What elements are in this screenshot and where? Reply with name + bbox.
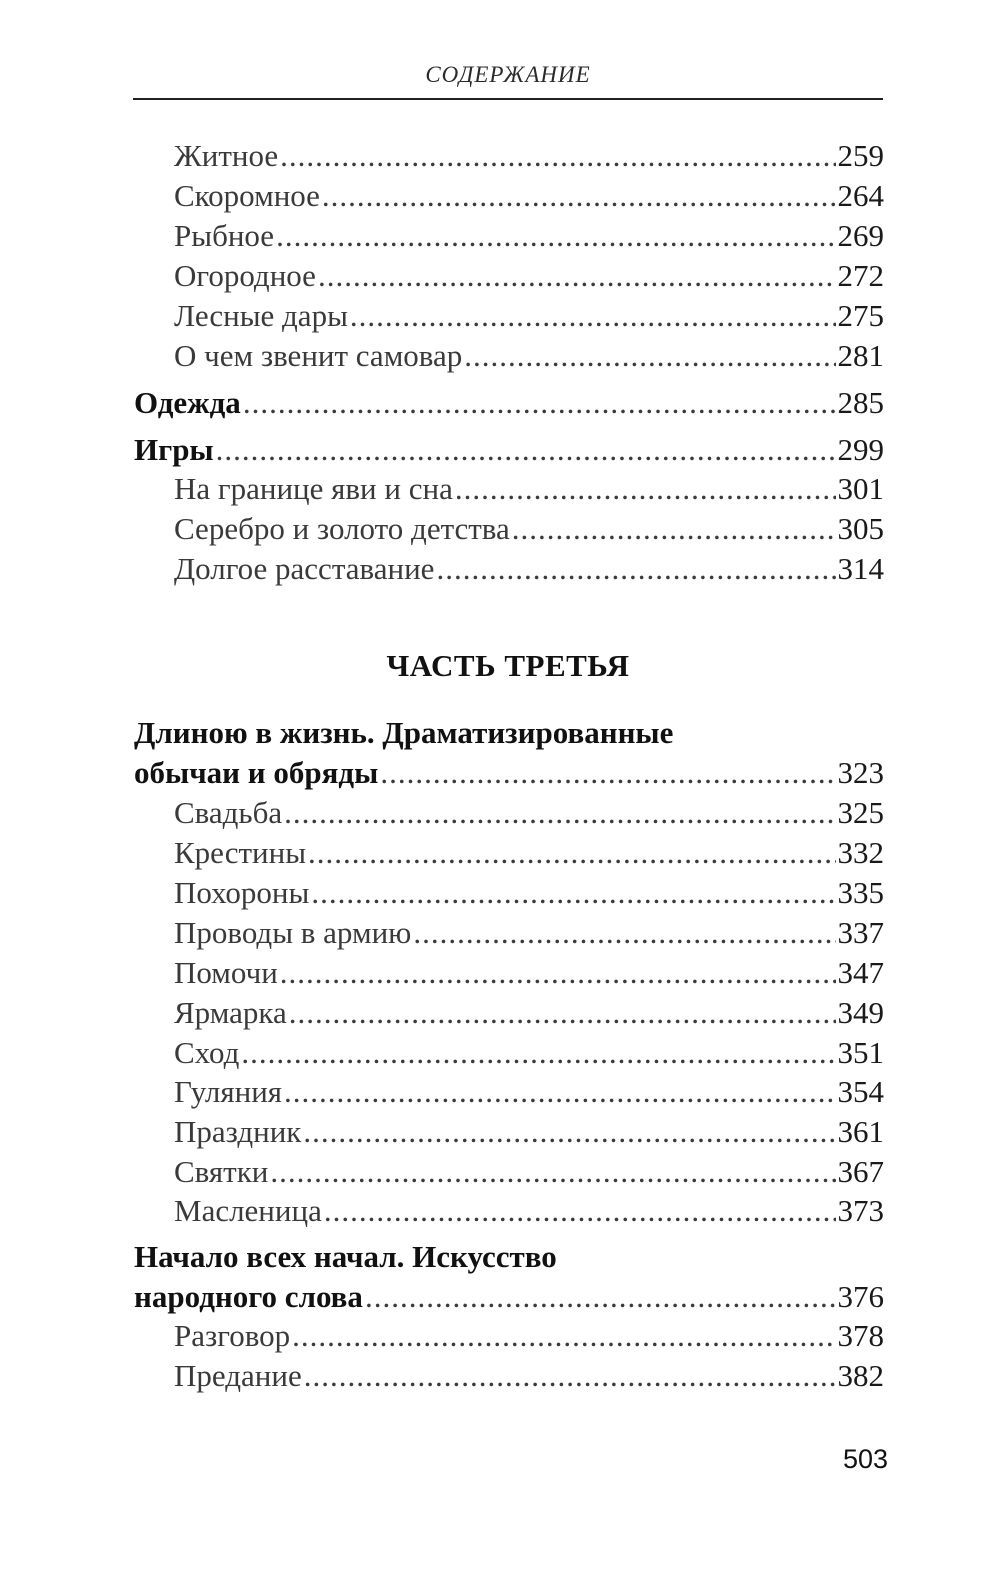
- toc-section-title: Игры: [134, 432, 214, 467]
- toc-entry-page: 269: [837, 218, 884, 253]
- toc-entry-page: 272: [837, 258, 884, 293]
- part-title: ЧАСТЬ ТРЕТЬЯ: [386, 648, 630, 683]
- leader-dots: [280, 953, 836, 993]
- leader-dots: [365, 1277, 836, 1317]
- toc-section-customs: [134, 753, 884, 793]
- toc-entry: [174, 793, 884, 833]
- toc-entry: [174, 136, 884, 176]
- toc-entry-page: 354: [837, 1074, 884, 1109]
- toc-section-clothes: [134, 383, 884, 423]
- toc-entry-title: На границе яви и сна: [174, 471, 453, 506]
- toc-entry-title: Свадьба: [174, 795, 283, 830]
- leader-dots: [241, 1033, 835, 1073]
- toc-entry-title: Праздник: [174, 1114, 302, 1149]
- toc-entry-title: Проводы в армию: [174, 915, 412, 950]
- leader-dots: [380, 753, 835, 793]
- toc-entry-page: 367: [837, 1154, 884, 1189]
- toc-entry: [174, 509, 884, 549]
- toc-entry: [174, 1356, 884, 1396]
- leader-dots: [512, 509, 836, 549]
- toc-entry-page: 325: [837, 795, 884, 830]
- toc-section-title: обычаи и обряды: [134, 755, 379, 790]
- toc-entry-title: Огородное: [174, 258, 316, 293]
- toc-section-title: Одежда: [134, 385, 241, 420]
- toc-entry-page: 335: [837, 875, 884, 910]
- leader-dots: [284, 1072, 835, 1112]
- leader-dots: [304, 1356, 836, 1396]
- toc-entry-title: Масленица: [174, 1193, 322, 1228]
- toc-entry: [174, 1072, 884, 1112]
- toc-entry: [174, 1316, 884, 1356]
- toc-entry-title: Помочи: [174, 955, 278, 990]
- toc-section-page: 323: [837, 755, 884, 790]
- leader-dots: [270, 1152, 835, 1192]
- toc-entry: [174, 176, 884, 216]
- toc-entry-title: Святки: [174, 1154, 269, 1189]
- leader-dots: [436, 549, 835, 589]
- toc-entry: [174, 1152, 884, 1192]
- toc-entry-title: Ярмарка: [174, 995, 287, 1030]
- leader-dots: [292, 1316, 835, 1356]
- toc-entry-title: Похороны: [174, 875, 310, 910]
- toc-section-heading-line: Длиною в жизнь. Драматизированные: [134, 715, 674, 750]
- toc-section-page: 285: [837, 385, 884, 420]
- leader-dots: [413, 913, 835, 953]
- toc-entry-title: Сход: [174, 1035, 240, 1070]
- toc-section-word: [134, 1277, 884, 1317]
- toc-entry: [174, 833, 884, 873]
- toc-section-games: [134, 430, 884, 470]
- toc-entry-title: Житное: [174, 138, 279, 173]
- toc-entry: [174, 1033, 884, 1073]
- toc-entry-title: Рыбное: [174, 218, 275, 253]
- leader-dots: [280, 136, 835, 176]
- toc-entry: [174, 913, 884, 953]
- leader-dots: [276, 216, 835, 256]
- leader-dots: [464, 336, 835, 376]
- toc-section-page: 299: [837, 432, 884, 467]
- toc-entry-page: 332: [837, 835, 884, 870]
- leader-dots: [308, 833, 835, 873]
- toc-entry-title: Лесные дары: [174, 298, 348, 333]
- toc-entry-page: 351: [837, 1035, 884, 1070]
- toc-entry-page: 347: [837, 955, 884, 990]
- toc-entry: [174, 469, 884, 509]
- toc-entry-page: 373: [837, 1193, 884, 1228]
- toc-entry-page: 305: [837, 511, 884, 546]
- toc-entry-title: Разговор: [174, 1318, 291, 1353]
- leader-dots: [350, 296, 836, 336]
- toc-entry: [174, 336, 884, 376]
- toc-entry-title: Предание: [174, 1358, 302, 1393]
- toc-entry-title: Крестины: [174, 835, 307, 870]
- toc-section-page: 376: [837, 1279, 884, 1314]
- leader-dots: [284, 793, 835, 833]
- toc-entry-page: 275: [837, 298, 884, 333]
- toc-entry-title: Серебро и золото детства: [174, 511, 510, 546]
- toc-entry: [174, 1112, 884, 1152]
- toc-entry-title: Скоромное: [174, 178, 320, 213]
- toc-entry: [174, 256, 884, 296]
- toc-entry: [174, 953, 884, 993]
- leader-dots: [216, 430, 836, 470]
- toc-entry: [174, 216, 884, 256]
- toc-entry-title: Гуляния: [174, 1074, 283, 1109]
- page-number: 503: [842, 1444, 888, 1474]
- toc-entry-page: 281: [837, 338, 884, 373]
- toc-entry-title: О чем звенит самовар: [174, 338, 463, 373]
- toc-entry: [174, 993, 884, 1033]
- toc-entry-page: 337: [837, 915, 884, 950]
- toc-entry: [174, 296, 884, 336]
- toc-entry-page: 314: [837, 551, 884, 586]
- toc-section-title: народного слова: [134, 1279, 363, 1314]
- toc-entry-title: Долгое расставание: [174, 551, 435, 586]
- toc-section-heading-line: Начало всех начал. Искусство: [134, 1239, 557, 1274]
- toc-entry-page: 378: [837, 1318, 884, 1353]
- leader-dots: [324, 1191, 836, 1231]
- toc-entry-page: 264: [837, 178, 884, 213]
- leader-dots: [303, 1112, 835, 1152]
- toc-entry: [174, 1191, 884, 1231]
- toc-entry-page: 382: [837, 1358, 884, 1393]
- toc-entry-page: 301: [837, 471, 884, 506]
- toc-entry-page: 259: [837, 138, 884, 173]
- leader-dots: [322, 176, 836, 216]
- leader-dots: [311, 873, 835, 913]
- header-rule: [133, 98, 883, 100]
- toc-entry: [174, 873, 884, 913]
- leader-dots: [289, 993, 836, 1033]
- toc-entry-page: 361: [837, 1114, 884, 1149]
- toc-entry: [174, 549, 884, 589]
- leader-dots: [455, 469, 836, 509]
- leader-dots: [243, 383, 836, 423]
- running-head: СОДЕРЖАНИЕ: [425, 62, 591, 87]
- toc-entry-page: 349: [837, 995, 884, 1030]
- leader-dots: [318, 256, 836, 296]
